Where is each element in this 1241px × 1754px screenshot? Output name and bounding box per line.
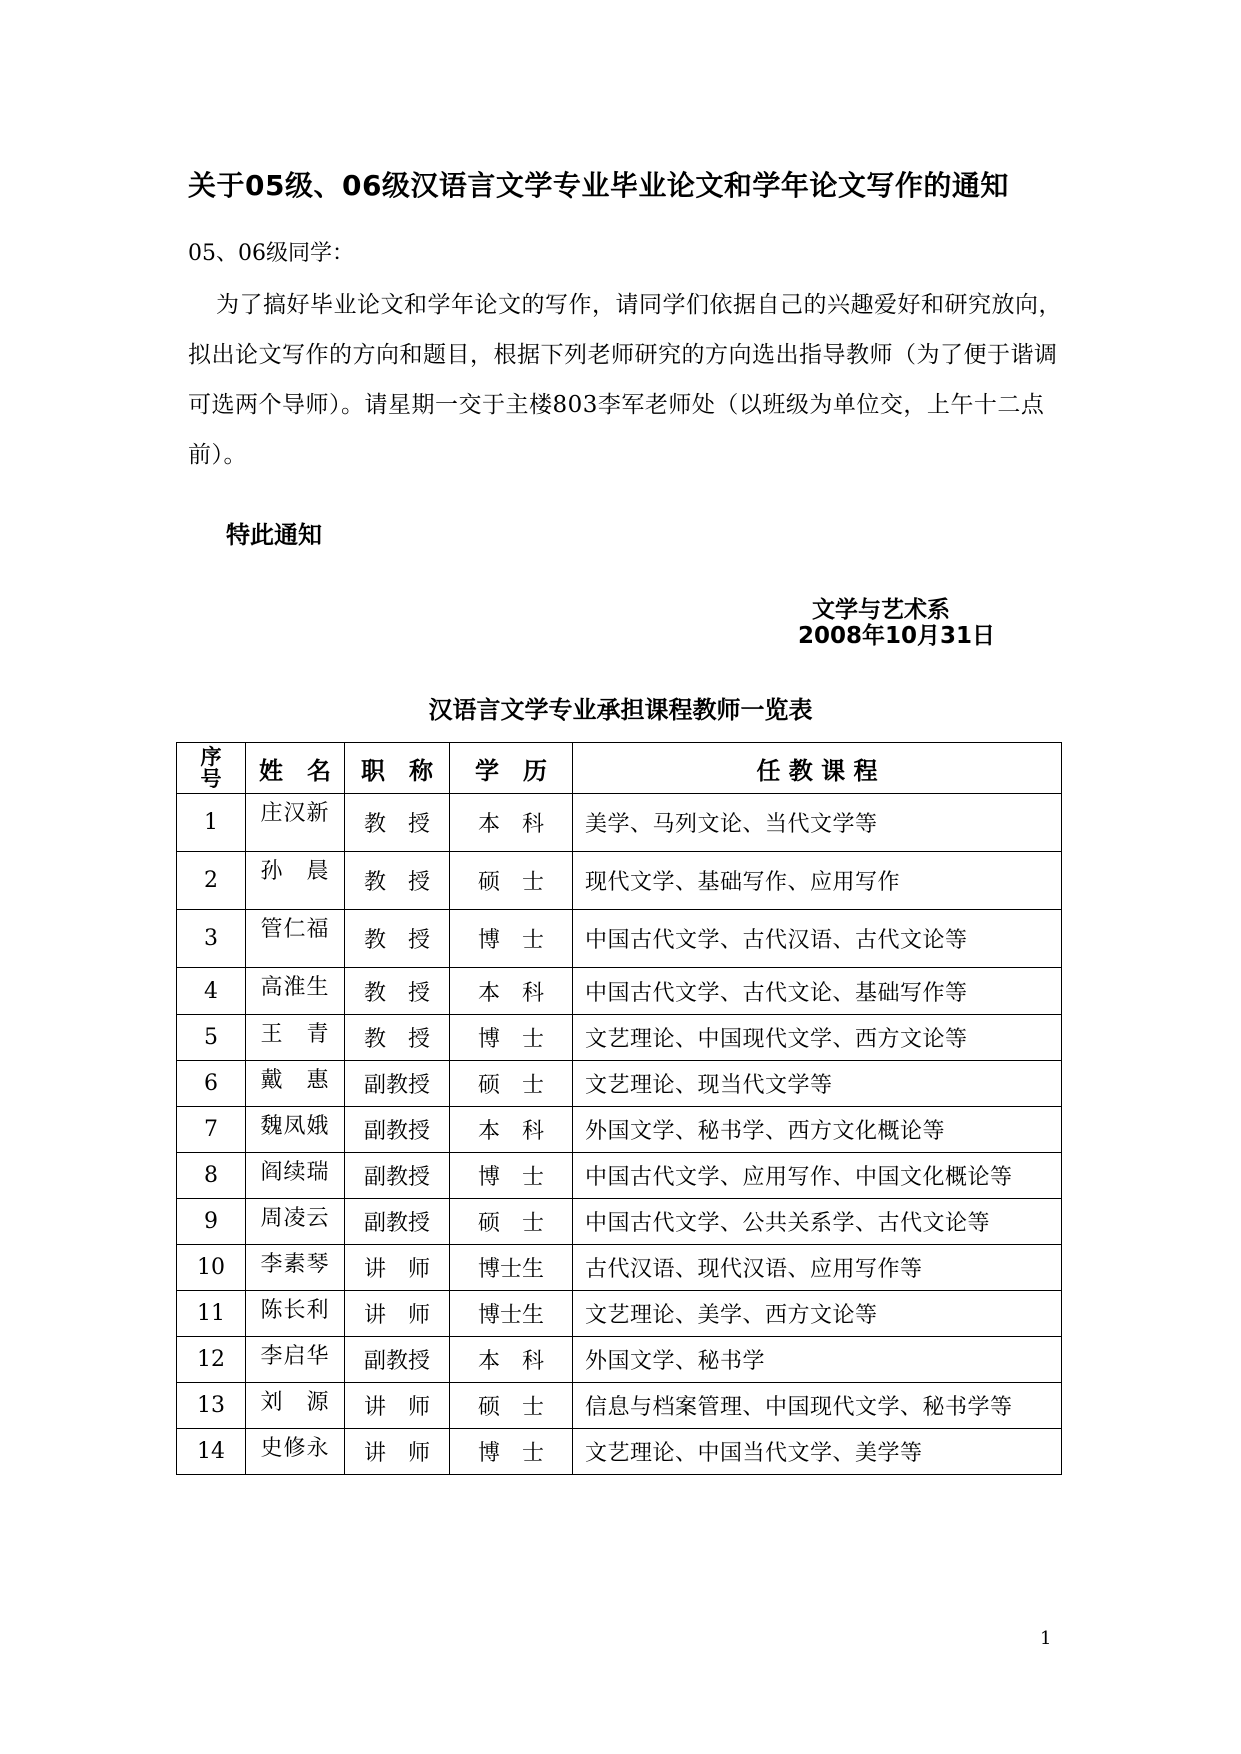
- table-row: [177, 1291, 1062, 1337]
- row-education-cell: 本 科: [450, 968, 573, 1015]
- row-title-cell: 副教授: [345, 1153, 450, 1199]
- table-row: [177, 910, 1062, 968]
- table-row: [177, 968, 1062, 1015]
- row-title-cell: 教 授: [345, 794, 450, 852]
- closing-line: 特此通知: [226, 521, 322, 549]
- row-courses-cell: 中国古代文学、古代汉语、古代文论等: [573, 910, 1062, 968]
- row-no-cell: 13: [177, 1383, 246, 1429]
- row-title-cell: 讲 师: [345, 1291, 450, 1337]
- row-education-cell: 博士生: [450, 1245, 573, 1291]
- table-row: [177, 852, 1062, 910]
- row-no-cell: 5: [177, 1015, 246, 1061]
- header-courses: 任 教 课 程: [573, 743, 1062, 794]
- row-courses-cell: 外国文学、秘书学、西方文化概论等: [573, 1107, 1062, 1153]
- row-education-cell: 博 士: [450, 910, 573, 968]
- table-title: 汉语言文学专业承担课程教师一览表: [428, 696, 813, 724]
- table-row: [177, 1199, 1062, 1245]
- document-title: 关于05级、06级汉语言文学专业毕业论文和学年论文写作的通知: [188, 169, 1009, 202]
- header-no-line2: 号: [200, 767, 222, 791]
- row-courses-cell: 文艺理论、中国当代文学、美学等: [573, 1429, 1062, 1475]
- table-row: [177, 1153, 1062, 1199]
- row-no-cell: 10: [177, 1245, 246, 1291]
- row-courses-cell: 现代文学、基础写作、应用写作: [573, 852, 1062, 910]
- row-name-cell: 陈长利: [246, 1291, 345, 1337]
- header-no: [177, 743, 246, 794]
- row-name-cell: 高淮生: [246, 968, 345, 1015]
- row-courses-cell: 文艺理论、中国现代文学、西方文论等: [573, 1015, 1062, 1061]
- row-name-cell: 魏凤娥: [246, 1107, 345, 1153]
- row-courses-cell: 古代汉语、现代汉语、应用写作等: [573, 1245, 1062, 1291]
- row-name-cell: 阎续瑞: [246, 1153, 345, 1199]
- table-row: [177, 794, 1062, 852]
- row-no-cell: 2: [177, 852, 246, 910]
- row-name-cell: 庄汉新: [246, 794, 345, 852]
- row-name-cell: 戴 惠: [246, 1061, 345, 1107]
- row-name-cell: 李素琴: [246, 1245, 345, 1291]
- page-number: 1: [1040, 1628, 1052, 1649]
- table-header-row: [177, 743, 1062, 794]
- row-name-cell: 周凌云: [246, 1199, 345, 1245]
- salutation: 05、06级同学：: [188, 241, 354, 266]
- row-education-cell: 硕 士: [450, 1383, 573, 1429]
- row-no-cell: 7: [177, 1107, 246, 1153]
- row-courses-cell: 中国古代文学、应用写作、中国文化概论等: [573, 1153, 1062, 1199]
- row-title-cell: 教 授: [345, 910, 450, 968]
- header-title: 职 称: [345, 743, 450, 794]
- teacher-table: [176, 742, 1062, 1475]
- row-education-cell: 博士生: [450, 1291, 573, 1337]
- row-name-cell: 李启华: [246, 1337, 345, 1383]
- row-title-cell: 讲 师: [345, 1245, 450, 1291]
- row-title-cell: 讲 师: [345, 1429, 450, 1475]
- table-row: [177, 1245, 1062, 1291]
- table-row: [177, 1383, 1062, 1429]
- header-education: 学 历: [450, 743, 573, 794]
- table-row: [177, 1015, 1062, 1061]
- row-education-cell: 博 士: [450, 1015, 573, 1061]
- table-row: [177, 1061, 1062, 1107]
- row-title-cell: 教 授: [345, 852, 450, 910]
- row-courses-cell: 信息与档案管理、中国现代文学、秘书学等: [573, 1383, 1062, 1429]
- table-row: [177, 1107, 1062, 1153]
- row-no-cell: 3: [177, 910, 246, 968]
- row-no-cell: 14: [177, 1429, 246, 1475]
- row-no-cell: 8: [177, 1153, 246, 1199]
- row-education-cell: 本 科: [450, 794, 573, 852]
- row-education-cell: 硕 士: [450, 852, 573, 910]
- signature-org: 文学与艺术系: [812, 597, 950, 623]
- header-no-line1: 序: [200, 745, 222, 769]
- row-courses-cell: 中国古代文学、公共关系学、古代文论等: [573, 1199, 1062, 1245]
- row-courses-cell: 中国古代文学、古代文论、基础写作等: [573, 968, 1062, 1015]
- row-education-cell: 硕 士: [450, 1199, 573, 1245]
- row-courses-cell: 文艺理论、美学、西方文论等: [573, 1291, 1062, 1337]
- row-education-cell: 本 科: [450, 1337, 573, 1383]
- table-row: [177, 1429, 1062, 1475]
- row-education-cell: 硕 士: [450, 1061, 573, 1107]
- row-no-cell: 11: [177, 1291, 246, 1337]
- row-title-cell: 副教授: [345, 1337, 450, 1383]
- row-courses-cell: 外国文学、秘书学: [573, 1337, 1062, 1383]
- row-courses-cell: 文艺理论、现当代文学等: [573, 1061, 1062, 1107]
- row-name-cell: 孙 晨: [246, 852, 345, 910]
- row-title-cell: 副教授: [345, 1061, 450, 1107]
- row-education-cell: 博 士: [450, 1429, 573, 1475]
- row-no-cell: 6: [177, 1061, 246, 1107]
- row-name-cell: 王 青: [246, 1015, 345, 1061]
- table-row: [177, 1337, 1062, 1383]
- row-title-cell: 讲 师: [345, 1383, 450, 1429]
- row-education-cell: 博 士: [450, 1153, 573, 1199]
- row-name-cell: 刘 源: [246, 1383, 345, 1429]
- row-name-cell: 管仁福: [246, 910, 345, 968]
- row-no-cell: 9: [177, 1199, 246, 1245]
- row-no-cell: 4: [177, 968, 246, 1015]
- row-title-cell: 教 授: [345, 1015, 450, 1061]
- row-title-cell: 副教授: [345, 1199, 450, 1245]
- row-courses-cell: 美学、马列文论、当代文学等: [573, 794, 1062, 852]
- row-title-cell: 副教授: [345, 1107, 450, 1153]
- row-no-cell: 12: [177, 1337, 246, 1383]
- row-name-cell: 史修永: [246, 1429, 345, 1475]
- header-name: 姓 名: [246, 743, 345, 794]
- body-paragraph: 为了搞好毕业论文和学年论文的写作，请同学们依据自己的兴趣爱好和研究放向，拟出论文写作的方向和题目，根据下列老师研究的方向选出指导教师（为了便于谐调可选两个导师）。请星期一交于主楼803李军老师处（以班级为单位交，上午十二点前）。: [188, 292, 1062, 468]
- signature-date: 2008年10月31日: [798, 623, 996, 649]
- row-education-cell: 本 科: [450, 1107, 573, 1153]
- row-no-cell: 1: [177, 794, 246, 852]
- row-title-cell: 教 授: [345, 968, 450, 1015]
